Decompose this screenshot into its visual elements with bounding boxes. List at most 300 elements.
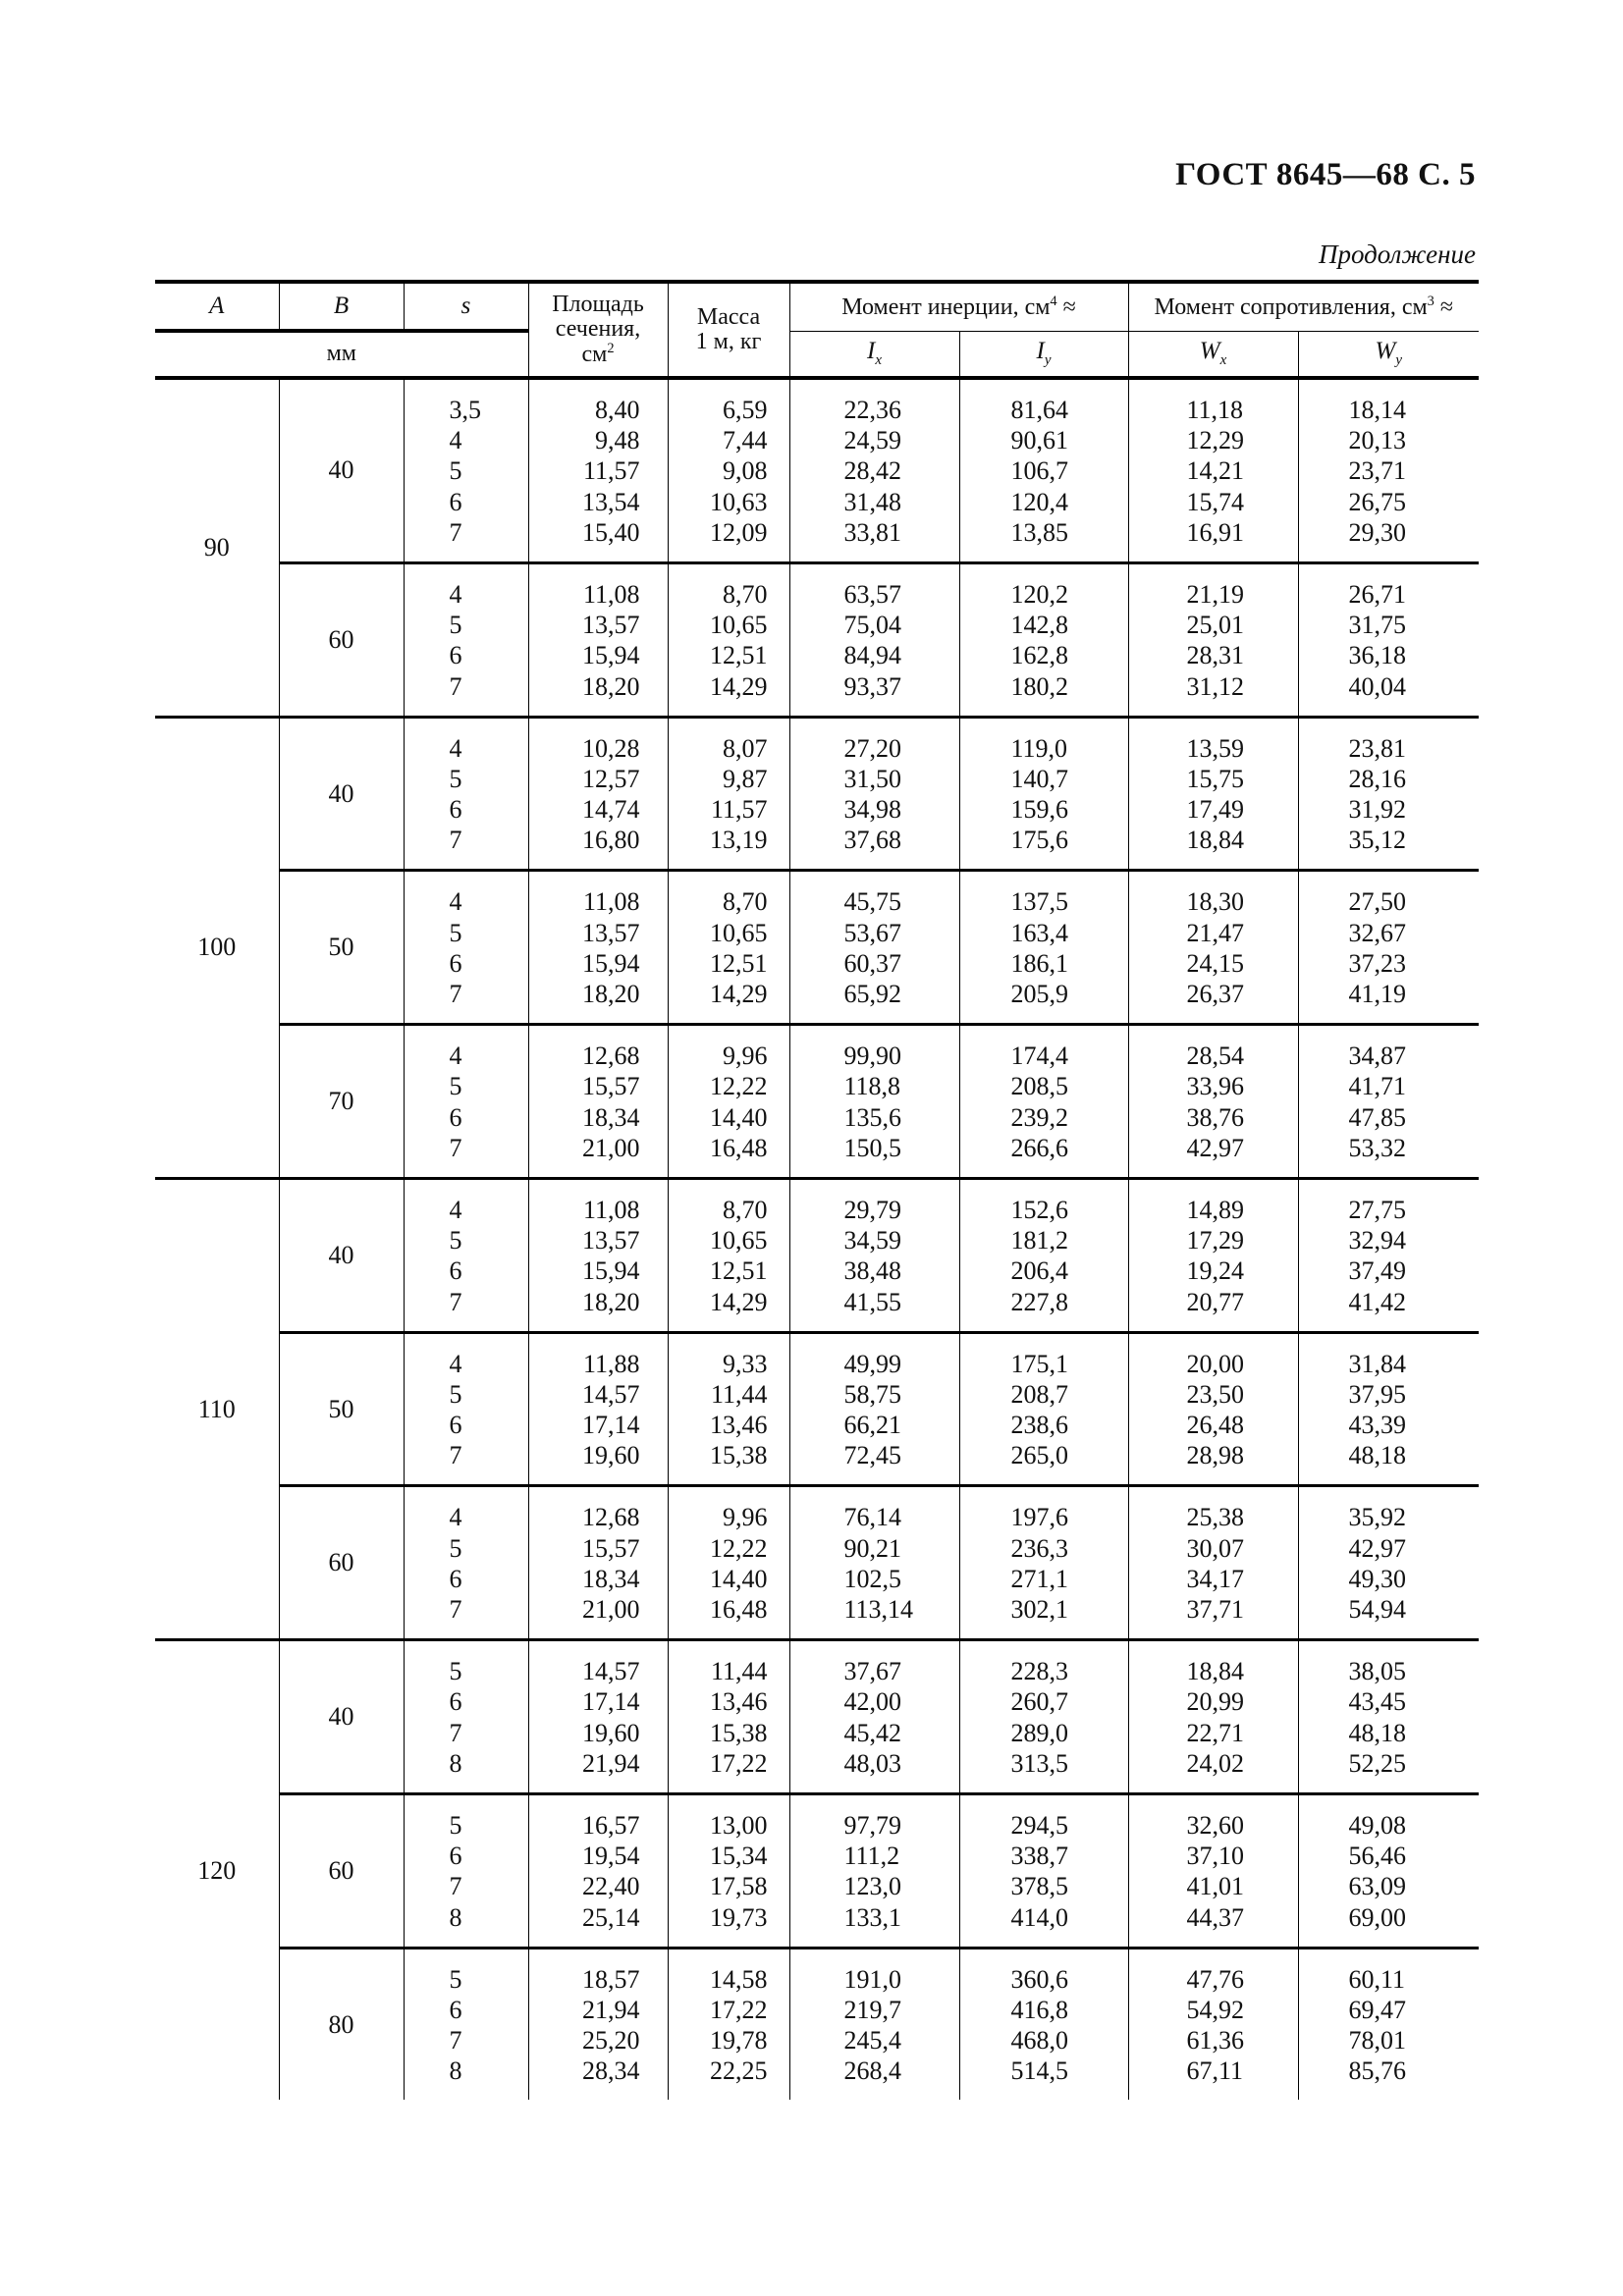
cell-wy-values bbox=[1298, 717, 1479, 871]
cell-value: 9,87 bbox=[723, 764, 768, 793]
cell-value: 8 bbox=[449, 1748, 462, 1778]
cell-wy-values bbox=[1298, 1640, 1479, 1794]
cell-value: 378,5 bbox=[1010, 1872, 1068, 1901]
header-area: Площадь сечения, $см^2$ bbox=[528, 282, 668, 378]
cell-value: 22,71 bbox=[1186, 1718, 1245, 1747]
cell-value: 17,58 bbox=[710, 1872, 768, 1901]
cell-value: 7 bbox=[449, 2026, 462, 2056]
cell-value: 174,4 bbox=[1010, 1041, 1068, 1071]
cell-area-values bbox=[528, 1025, 668, 1179]
cell-value: 7 bbox=[449, 1287, 462, 1316]
cell-value: 15,38 bbox=[710, 1718, 768, 1747]
cell-wy-values bbox=[1298, 1793, 1479, 1948]
cell-value: 15,94 bbox=[582, 1256, 640, 1286]
cell-value: 28,31 bbox=[1186, 641, 1245, 670]
cell-value: 294,5 bbox=[1010, 1810, 1068, 1840]
cell-value: 4 bbox=[449, 426, 462, 455]
cell-value: 10,65 bbox=[710, 1226, 768, 1255]
cell-value: 21,19 bbox=[1186, 579, 1245, 609]
cell-value: 72,45 bbox=[843, 1441, 901, 1470]
cell-value: 18,57 bbox=[582, 1964, 640, 1994]
cell-value: 18,20 bbox=[582, 1287, 640, 1316]
cell-value: 208,5 bbox=[1010, 1072, 1068, 1101]
cell-mass-values bbox=[668, 717, 789, 871]
cell-value: 47,76 bbox=[1186, 1964, 1245, 1994]
cell-value: 113,14 bbox=[843, 1595, 914, 1624]
cell-value: 10,63 bbox=[710, 487, 768, 516]
cell-wy-values bbox=[1298, 562, 1479, 717]
cell-value: 44,37 bbox=[1186, 1902, 1245, 1932]
cell-ix-values bbox=[789, 1793, 959, 1948]
cell-value: 36,18 bbox=[1348, 641, 1407, 670]
cell-value: 414,0 bbox=[1010, 1902, 1068, 1932]
cell-value: 15,57 bbox=[582, 1533, 640, 1563]
cell-mass-values bbox=[668, 1948, 789, 2100]
cell-value: 416,8 bbox=[1010, 1995, 1068, 2024]
table-body bbox=[155, 378, 1479, 2100]
cell-value: 13,57 bbox=[582, 918, 640, 947]
table-row bbox=[155, 562, 1479, 717]
cell-value: 5 bbox=[449, 1379, 462, 1409]
cell-value: 219,7 bbox=[843, 1995, 901, 2024]
cell-value: 31,92 bbox=[1348, 795, 1407, 825]
cell-iy-values bbox=[959, 1025, 1128, 1179]
header-moment-of-inertia: Момент инерции, $см^4$ ≈ bbox=[789, 282, 1128, 331]
cell-value: 289,0 bbox=[1010, 1718, 1068, 1747]
cell-value: 20,13 bbox=[1348, 426, 1407, 455]
cell-value: 206,4 bbox=[1010, 1256, 1068, 1286]
cell-b-value: 80 bbox=[279, 1948, 404, 2100]
cell-value: 5 bbox=[449, 1533, 462, 1563]
cell-value: 4 bbox=[449, 733, 462, 763]
cell-value: 8,07 bbox=[723, 733, 768, 763]
cell-value: 133,1 bbox=[843, 1902, 901, 1932]
cell-value: 12,68 bbox=[582, 1041, 640, 1071]
cell-value: 7 bbox=[449, 517, 462, 547]
cell-value: 360,6 bbox=[1010, 1964, 1068, 1994]
cell-value: 191,0 bbox=[843, 1964, 901, 1994]
cell-value: 5 bbox=[449, 764, 462, 793]
cell-area-values bbox=[528, 1948, 668, 2100]
cell-value: 41,19 bbox=[1348, 980, 1407, 1008]
cell-value: 15,74 bbox=[1186, 487, 1245, 516]
cell-value: 152,6 bbox=[1010, 1195, 1068, 1224]
cell-value: 15,38 bbox=[710, 1441, 768, 1470]
cell-value: 135,6 bbox=[843, 1102, 901, 1132]
table-row bbox=[155, 1486, 1479, 1640]
cell-value: 17,29 bbox=[1186, 1226, 1245, 1255]
cell-value: 7,44 bbox=[723, 426, 768, 455]
cell-value: 228,3 bbox=[1010, 1657, 1068, 1686]
cell-value: 40,04 bbox=[1348, 671, 1407, 701]
cell-area-values bbox=[528, 562, 668, 717]
cell-value: 42,00 bbox=[843, 1687, 901, 1717]
cell-ix-values bbox=[789, 1486, 959, 1640]
cell-value: 11,88 bbox=[582, 1349, 640, 1378]
cell-value: 60,37 bbox=[843, 948, 901, 978]
cell-value: 5 bbox=[449, 1964, 462, 1994]
cell-iy-values bbox=[959, 1178, 1128, 1332]
cell-value: 14,58 bbox=[710, 1964, 768, 1994]
cell-value: 11,08 bbox=[582, 887, 640, 917]
header-mass: Масса 1 м, кг bbox=[668, 282, 789, 378]
cell-value: 205,9 bbox=[1010, 980, 1068, 1008]
cell-value: 26,48 bbox=[1186, 1411, 1245, 1440]
cell-value: 9,08 bbox=[723, 456, 768, 486]
cell-value: 32,94 bbox=[1348, 1226, 1407, 1255]
cell-value: 37,71 bbox=[1186, 1595, 1245, 1624]
cell-value: 9,96 bbox=[723, 1503, 768, 1532]
cell-value: 29,30 bbox=[1348, 517, 1407, 547]
cell-s-values bbox=[404, 1486, 528, 1640]
cell-value: 23,71 bbox=[1348, 456, 1407, 486]
header-s: s bbox=[404, 282, 528, 331]
cell-value: 81,64 bbox=[1010, 396, 1068, 424]
cell-iy-values bbox=[959, 1332, 1128, 1486]
cell-value: 20,99 bbox=[1186, 1687, 1245, 1717]
cell-value: 11,18 bbox=[1186, 396, 1244, 424]
cell-value: 13,57 bbox=[582, 611, 640, 640]
table-row bbox=[155, 378, 1479, 562]
cell-value: 23,81 bbox=[1348, 733, 1407, 763]
cell-value: 49,08 bbox=[1348, 1810, 1407, 1840]
cell-value: 52,25 bbox=[1348, 1748, 1407, 1778]
cell-iy-values bbox=[959, 378, 1128, 562]
cell-value: 38,76 bbox=[1186, 1102, 1245, 1132]
cell-value: 11,57 bbox=[710, 795, 768, 825]
cell-value: 13,57 bbox=[582, 1226, 640, 1255]
cell-ix-values bbox=[789, 871, 959, 1025]
cell-value: 42,97 bbox=[1348, 1533, 1407, 1563]
cell-value: 159,6 bbox=[1010, 795, 1068, 825]
cell-value: 9,48 bbox=[595, 426, 640, 455]
cell-wx-values bbox=[1128, 1178, 1298, 1332]
cell-value: 58,75 bbox=[843, 1379, 901, 1409]
cell-value: 5 bbox=[449, 611, 462, 640]
cell-ix-values bbox=[789, 1640, 959, 1794]
cell-value: 41,01 bbox=[1186, 1872, 1245, 1901]
cell-value: 76,14 bbox=[843, 1503, 901, 1532]
cell-value: 111,2 bbox=[843, 1842, 900, 1871]
cell-value: 4 bbox=[449, 1349, 462, 1378]
cell-wx-values bbox=[1128, 378, 1298, 562]
cell-value: 245,4 bbox=[843, 2026, 901, 2056]
cell-value: 37,10 bbox=[1186, 1842, 1245, 1871]
cell-value: 19,54 bbox=[582, 1842, 640, 1871]
cell-value: 102,5 bbox=[843, 1564, 901, 1593]
cell-value: 16,48 bbox=[710, 1595, 768, 1624]
cell-value: 6 bbox=[449, 1564, 462, 1593]
cell-iy-values bbox=[959, 1640, 1128, 1794]
table-row bbox=[155, 1178, 1479, 1332]
cell-s-values bbox=[404, 1640, 528, 1794]
cell-value: 25,14 bbox=[582, 1902, 640, 1932]
cell-value: 271,1 bbox=[1010, 1564, 1068, 1593]
cell-value: 19,78 bbox=[710, 2026, 768, 2056]
cell-value: 18,30 bbox=[1186, 887, 1245, 917]
cell-value: 6 bbox=[449, 795, 462, 825]
cell-value: 140,7 bbox=[1010, 764, 1068, 793]
cell-value: 31,75 bbox=[1348, 611, 1407, 640]
cell-value: 28,34 bbox=[582, 2056, 640, 2086]
cell-value: 162,8 bbox=[1010, 641, 1068, 670]
cell-value: 13,85 bbox=[1010, 517, 1068, 547]
cell-s-values bbox=[404, 1948, 528, 2100]
cell-value: 35,92 bbox=[1348, 1503, 1407, 1532]
cell-value: 7 bbox=[449, 1872, 462, 1901]
cell-value: 180,2 bbox=[1010, 671, 1068, 701]
header-wy: $W_y$ bbox=[1298, 331, 1479, 378]
header-units-mm: мм bbox=[155, 331, 528, 378]
cell-value: 14,74 bbox=[582, 795, 640, 825]
cell-value: 12,22 bbox=[710, 1072, 768, 1101]
cell-b-value: 40 bbox=[279, 1178, 404, 1332]
cell-wy-values bbox=[1298, 1025, 1479, 1179]
cell-value: 99,90 bbox=[843, 1041, 901, 1071]
cell-value: 38,05 bbox=[1348, 1657, 1407, 1686]
cell-value: 260,7 bbox=[1010, 1687, 1068, 1717]
cell-value: 17,14 bbox=[582, 1411, 640, 1440]
cell-value: 6 bbox=[449, 1102, 462, 1132]
cell-value: 49,99 bbox=[843, 1349, 901, 1378]
cell-value: 11,44 bbox=[710, 1657, 768, 1686]
cell-value: 75,04 bbox=[843, 611, 901, 640]
cell-value: 63,09 bbox=[1348, 1872, 1407, 1901]
cell-value: 15,40 bbox=[582, 517, 640, 547]
cell-value: 53,32 bbox=[1348, 1133, 1407, 1162]
cell-value: 15,75 bbox=[1186, 764, 1245, 793]
cell-value: 7 bbox=[449, 671, 462, 701]
cell-value: 16,57 bbox=[582, 1810, 640, 1840]
cell-value: 4 bbox=[449, 1041, 462, 1071]
cell-value: 5 bbox=[449, 1810, 462, 1840]
cell-value: 35,12 bbox=[1348, 826, 1407, 855]
header-a: A bbox=[155, 282, 279, 331]
cell-value: 514,5 bbox=[1010, 2056, 1068, 2086]
cell-value: 53,67 bbox=[843, 918, 901, 947]
cell-value: 54,92 bbox=[1186, 1995, 1245, 2024]
cell-wx-values bbox=[1128, 1948, 1298, 2100]
cell-value: 15,34 bbox=[710, 1842, 768, 1871]
cell-value: 90,21 bbox=[843, 1533, 901, 1563]
cell-b-value: 40 bbox=[279, 1640, 404, 1794]
cell-a-value: 110 bbox=[155, 1178, 279, 1639]
cell-iy-values bbox=[959, 871, 1128, 1025]
cell-value: 6 bbox=[449, 1687, 462, 1717]
cell-value: 25,38 bbox=[1186, 1503, 1245, 1532]
cell-value: 61,36 bbox=[1186, 2026, 1245, 2056]
cell-value: 238,6 bbox=[1010, 1411, 1068, 1440]
cell-value: 17,22 bbox=[710, 1748, 768, 1778]
cell-value: 43,39 bbox=[1348, 1411, 1407, 1440]
cell-value: 21,94 bbox=[582, 1995, 640, 2024]
cell-value: 26,75 bbox=[1348, 487, 1407, 516]
cell-value: 41,55 bbox=[843, 1287, 901, 1316]
cell-value: 27,20 bbox=[843, 733, 901, 763]
cell-value: 11,57 bbox=[582, 456, 640, 486]
cell-value: 9,96 bbox=[723, 1041, 768, 1071]
cell-value: 60,11 bbox=[1348, 1964, 1406, 1994]
table-row bbox=[155, 1332, 1479, 1486]
cell-value: 7 bbox=[449, 1595, 462, 1624]
cell-value: 4 bbox=[449, 1195, 462, 1224]
cell-value: 18,20 bbox=[582, 671, 640, 701]
cell-value: 8,70 bbox=[723, 887, 768, 917]
cell-value: 21,00 bbox=[582, 1133, 640, 1162]
cell-s-values bbox=[404, 1178, 528, 1332]
cell-value: 37,23 bbox=[1348, 948, 1407, 978]
cell-value: 12,51 bbox=[710, 1256, 768, 1286]
cell-area-values bbox=[528, 378, 668, 562]
cell-value: 119,0 bbox=[1010, 733, 1068, 763]
cell-value: 313,5 bbox=[1010, 1748, 1068, 1778]
cell-value: 24,15 bbox=[1186, 948, 1245, 978]
cell-a-value: 100 bbox=[155, 717, 279, 1178]
cell-value: 27,50 bbox=[1348, 887, 1407, 917]
cell-wy-values bbox=[1298, 871, 1479, 1025]
cell-value: 43,45 bbox=[1348, 1687, 1407, 1717]
cell-mass-values bbox=[668, 1332, 789, 1486]
cell-value: 8,70 bbox=[723, 1195, 768, 1224]
cell-value: 22,25 bbox=[710, 2056, 768, 2086]
cell-area-values bbox=[528, 871, 668, 1025]
cell-value: 302,1 bbox=[1010, 1595, 1068, 1624]
cell-value: 468,0 bbox=[1010, 2026, 1068, 2056]
cell-value: 19,60 bbox=[582, 1718, 640, 1747]
cell-value: 12,68 bbox=[582, 1503, 640, 1532]
cell-value: 66,21 bbox=[843, 1411, 901, 1440]
cell-value: 12,51 bbox=[710, 948, 768, 978]
cell-value: 12,57 bbox=[582, 764, 640, 793]
cell-ix-values bbox=[789, 717, 959, 871]
cell-b-value: 50 bbox=[279, 1332, 404, 1486]
cell-value: 123,0 bbox=[843, 1872, 901, 1901]
cell-value: 25,01 bbox=[1186, 611, 1245, 640]
cell-value: 10,28 bbox=[582, 733, 640, 763]
cell-value: 84,94 bbox=[843, 641, 901, 670]
cell-wx-values bbox=[1128, 1640, 1298, 1794]
cell-mass-values bbox=[668, 871, 789, 1025]
cell-s-values bbox=[404, 378, 528, 562]
cell-value: 11,08 bbox=[582, 579, 640, 609]
cell-value: 26,71 bbox=[1348, 579, 1407, 609]
cell-wx-values bbox=[1128, 1793, 1298, 1948]
table-header bbox=[155, 282, 1479, 378]
cell-value: 18,34 bbox=[582, 1564, 640, 1593]
cell-value: 28,42 bbox=[843, 456, 901, 486]
cell-value: 33,96 bbox=[1186, 1072, 1245, 1101]
cell-value: 14,57 bbox=[582, 1379, 640, 1409]
cell-iy-values bbox=[959, 1486, 1128, 1640]
cell-value: 175,1 bbox=[1010, 1349, 1068, 1378]
cell-value: 4 bbox=[449, 887, 462, 917]
cell-value: 45,42 bbox=[843, 1718, 901, 1747]
cell-value: 21,00 bbox=[582, 1595, 640, 1624]
cell-value: 175,6 bbox=[1010, 826, 1068, 855]
cell-value: 22,40 bbox=[582, 1872, 640, 1901]
cell-value: 4 bbox=[449, 579, 462, 609]
cell-s-values bbox=[404, 871, 528, 1025]
cell-value: 26,37 bbox=[1186, 980, 1245, 1008]
cell-value: 56,46 bbox=[1348, 1842, 1407, 1871]
header-wx: $W_x$ bbox=[1128, 331, 1298, 378]
cell-area-values bbox=[528, 717, 668, 871]
cell-value: 14,40 bbox=[710, 1102, 768, 1132]
cell-value: 14,89 bbox=[1186, 1195, 1245, 1224]
cell-value: 5 bbox=[449, 1226, 462, 1255]
cell-value: 28,98 bbox=[1186, 1441, 1245, 1470]
cell-ix-values bbox=[789, 1332, 959, 1486]
cell-ix-values bbox=[789, 1178, 959, 1332]
cell-value: 31,48 bbox=[843, 487, 901, 516]
cell-value: 27,75 bbox=[1348, 1195, 1407, 1224]
cell-value: 20,77 bbox=[1186, 1287, 1245, 1316]
cell-value: 48,03 bbox=[843, 1748, 901, 1778]
cell-value: 12,29 bbox=[1186, 426, 1245, 455]
header-iy: $I_y$ bbox=[959, 331, 1128, 378]
cell-value: 48,18 bbox=[1348, 1441, 1407, 1470]
cell-value: 4 bbox=[449, 1503, 462, 1532]
table-row bbox=[155, 871, 1479, 1025]
cell-s-values bbox=[404, 717, 528, 871]
cell-value: 14,21 bbox=[1186, 456, 1245, 486]
cell-value: 24,02 bbox=[1186, 1748, 1245, 1778]
cell-value: 38,48 bbox=[843, 1256, 901, 1286]
cell-value: 18,20 bbox=[582, 980, 640, 1008]
cell-ix-values bbox=[789, 1948, 959, 2100]
cell-value: 16,80 bbox=[582, 826, 640, 855]
cell-value: 13,19 bbox=[710, 826, 768, 855]
cell-value: 268,4 bbox=[843, 2056, 901, 2086]
header-b: B bbox=[279, 282, 404, 331]
cell-value: 8,70 bbox=[723, 579, 768, 609]
cell-value: 21,47 bbox=[1186, 918, 1245, 947]
cell-value: 120,4 bbox=[1010, 487, 1068, 516]
cell-value: 5 bbox=[449, 918, 462, 947]
cell-value: 137,5 bbox=[1010, 887, 1068, 917]
cell-value: 32,67 bbox=[1348, 918, 1407, 947]
table-row bbox=[155, 717, 1479, 871]
cell-value: 150,5 bbox=[843, 1133, 901, 1162]
cell-value: 19,24 bbox=[1186, 1256, 1245, 1286]
cell-s-values bbox=[404, 1332, 528, 1486]
cell-value: 14,29 bbox=[710, 980, 768, 1008]
cell-value: 48,18 bbox=[1348, 1718, 1407, 1747]
cell-b-value: 40 bbox=[279, 717, 404, 871]
cell-value: 208,7 bbox=[1010, 1379, 1068, 1409]
cell-value: 7 bbox=[449, 980, 462, 1008]
cell-value: 28,54 bbox=[1186, 1041, 1245, 1071]
cell-wy-values bbox=[1298, 1948, 1479, 2100]
cell-value: 65,92 bbox=[843, 980, 901, 1008]
cell-value: 6 bbox=[449, 948, 462, 978]
cell-value: 93,37 bbox=[843, 671, 901, 701]
cell-value: 24,59 bbox=[843, 426, 901, 455]
cell-value: 17,22 bbox=[710, 1995, 768, 2024]
cell-ix-values bbox=[789, 378, 959, 562]
cell-value: 8 bbox=[449, 2056, 462, 2086]
cell-wy-values bbox=[1298, 378, 1479, 562]
cell-value: 265,0 bbox=[1010, 1441, 1068, 1470]
cell-value: 47,85 bbox=[1348, 1102, 1407, 1132]
cell-value: 30,07 bbox=[1186, 1533, 1245, 1563]
cell-value: 7 bbox=[449, 1441, 462, 1470]
cell-value: 106,7 bbox=[1010, 456, 1068, 486]
cell-a-value: 120 bbox=[155, 1640, 279, 2101]
cell-value: 181,2 bbox=[1010, 1226, 1068, 1255]
cell-value: 97,79 bbox=[843, 1810, 901, 1840]
cell-value: 118,8 bbox=[843, 1072, 901, 1101]
